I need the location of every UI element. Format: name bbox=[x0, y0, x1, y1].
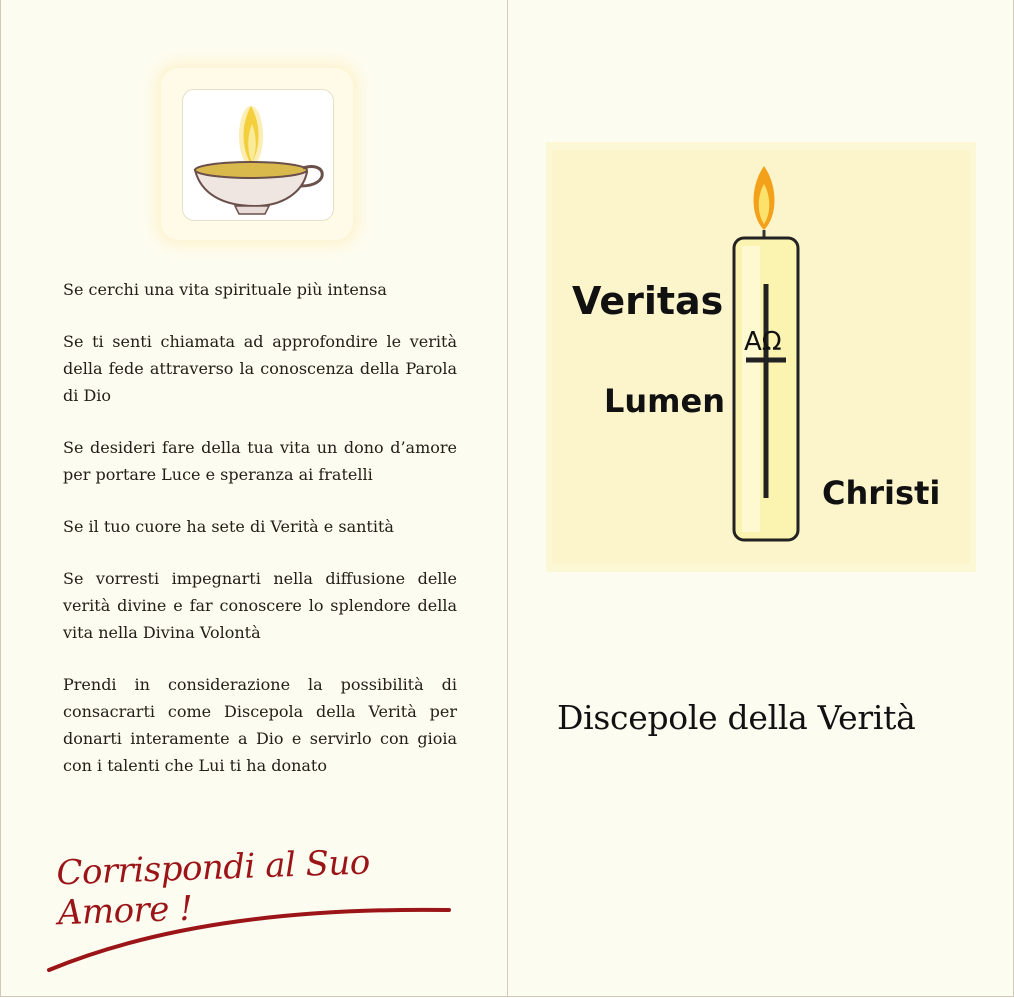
paragraph: Se il tuo cuore ha sete di Verità e santità bbox=[63, 517, 394, 536]
logo-word-christi: Christi bbox=[822, 474, 941, 512]
logo-word-veritas: Veritas bbox=[572, 279, 724, 323]
cover-title: Discepole della Verità bbox=[557, 698, 916, 737]
invitation-text bbox=[63, 276, 457, 804]
paragraph: Se ti senti chiamata ad approfondire le verità della fede attraverso la conoscenza della Parola di Dio bbox=[63, 332, 457, 405]
logo-word-lumen: Lumen bbox=[604, 382, 725, 420]
paragraph: Prendi in considerazione la possibilità di consacrarti come Discepola della Verità per donarti interamente a Dio e servirlo con gioia con i talenti che Lui ti ha donato bbox=[63, 675, 457, 775]
motto-text: Corrispondi al Suo Amore ! bbox=[55, 842, 371, 934]
paragraph: Se desideri fare della tua vita un dono d’amore per portare Luce e speranza ai fratelli bbox=[63, 438, 457, 484]
alpha-omega-symbol: AΩ bbox=[744, 327, 782, 357]
oil-lamp-icon bbox=[182, 89, 334, 221]
lamp-image-frame bbox=[161, 68, 353, 240]
swoosh-decoration bbox=[45, 900, 455, 976]
candle-logo bbox=[546, 142, 976, 572]
paragraph: Se cerchi una vita spirituale più intensa bbox=[63, 280, 387, 299]
fold-line bbox=[507, 0, 508, 996]
paragraph: Se vorresti impegnarti nella diffusione delle verità divine e far conoscere lo splendore della vita nella Divina Volontà bbox=[63, 569, 457, 642]
